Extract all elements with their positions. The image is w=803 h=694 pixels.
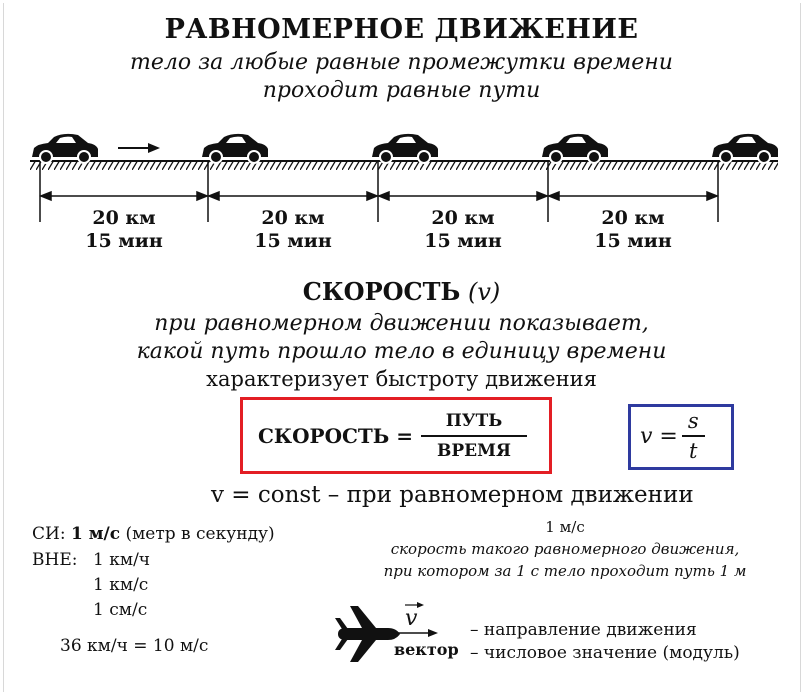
vne-unit-2: 1 км/с xyxy=(93,575,149,595)
car-icon xyxy=(372,134,438,163)
segment-time: 15 мин xyxy=(85,230,163,252)
car-icon xyxy=(712,134,778,163)
segment-time: 15 мин xyxy=(254,230,332,252)
word-formula-left: СКОРОСТЬ = xyxy=(258,424,414,448)
const-line: v = const – при равномерном движении xyxy=(211,482,694,508)
segment-distance: 20 км xyxy=(261,207,325,229)
si-description: (метр в секунду) xyxy=(125,524,275,544)
si-unit: 1 м/с xyxy=(70,524,121,544)
si-label: СИ: xyxy=(32,524,66,544)
vne-unit-1: 1 км/ч xyxy=(93,550,151,570)
symbol-formula-denominator: t xyxy=(689,439,698,463)
unit-definition-line-1: скорость такого равномерного движения, xyxy=(390,540,740,558)
car-icon xyxy=(32,134,98,163)
unit-conversion: 36 км/ч = 10 м/с xyxy=(60,636,209,656)
speed-heading xyxy=(0,277,803,306)
speed-heading-word: СКОРОСТЬ xyxy=(302,277,461,306)
segment-label-3 xyxy=(393,207,533,253)
word-formula-denominator: ВРЕМЯ xyxy=(437,441,511,461)
si-units xyxy=(32,524,275,544)
word-formula-numerator: ПУТЬ xyxy=(421,411,527,437)
word-formula xyxy=(258,408,527,464)
car-icon xyxy=(202,134,268,163)
segment-label-2 xyxy=(223,207,363,253)
segment-label-1 xyxy=(54,207,194,253)
vector-modulus: – числовое значение (модуль) xyxy=(470,643,740,663)
vne-label: ВНЕ: xyxy=(32,550,78,570)
page-title: РАВНОМЕРНОЕ ДВИЖЕНИЕ xyxy=(164,14,639,45)
definition-line-1: тело за любые равные промежутки времени xyxy=(130,50,673,75)
speed-characteristic: характеризует быстроту движения xyxy=(206,367,597,391)
segment-label-4 xyxy=(563,207,703,253)
arrow-right-icon xyxy=(118,143,160,153)
vector-symbol: v xyxy=(405,606,418,631)
segment-time: 15 мин xyxy=(424,230,502,252)
speed-symbol: (v) xyxy=(467,278,501,306)
vne-unit-3: 1 см/с xyxy=(93,600,148,620)
speed-definition-line-2: какой путь прошло тело в единицу времени xyxy=(136,339,667,364)
definition-line-2: проходит равные пути xyxy=(262,78,541,103)
vector-word: вектор xyxy=(394,640,459,659)
segment-distance: 20 км xyxy=(92,207,156,229)
car-icon xyxy=(542,134,608,163)
symbol-formula-numerator: s xyxy=(682,409,705,437)
vector-direction: – направление движения xyxy=(470,620,697,640)
symbol-formula-left: v = xyxy=(640,423,678,449)
speed-definition-line-1: при равномерном движении показывает, xyxy=(154,311,649,336)
segment-distance: 20 км xyxy=(431,207,495,229)
segment-time: 15 мин xyxy=(594,230,672,252)
unit-definition-line-2: при котором за 1 с тело проходит путь 1 м xyxy=(383,562,747,580)
symbol-formula xyxy=(640,407,705,465)
segment-distance: 20 км xyxy=(601,207,665,229)
unit-definition-head: 1 м/с xyxy=(545,518,585,536)
